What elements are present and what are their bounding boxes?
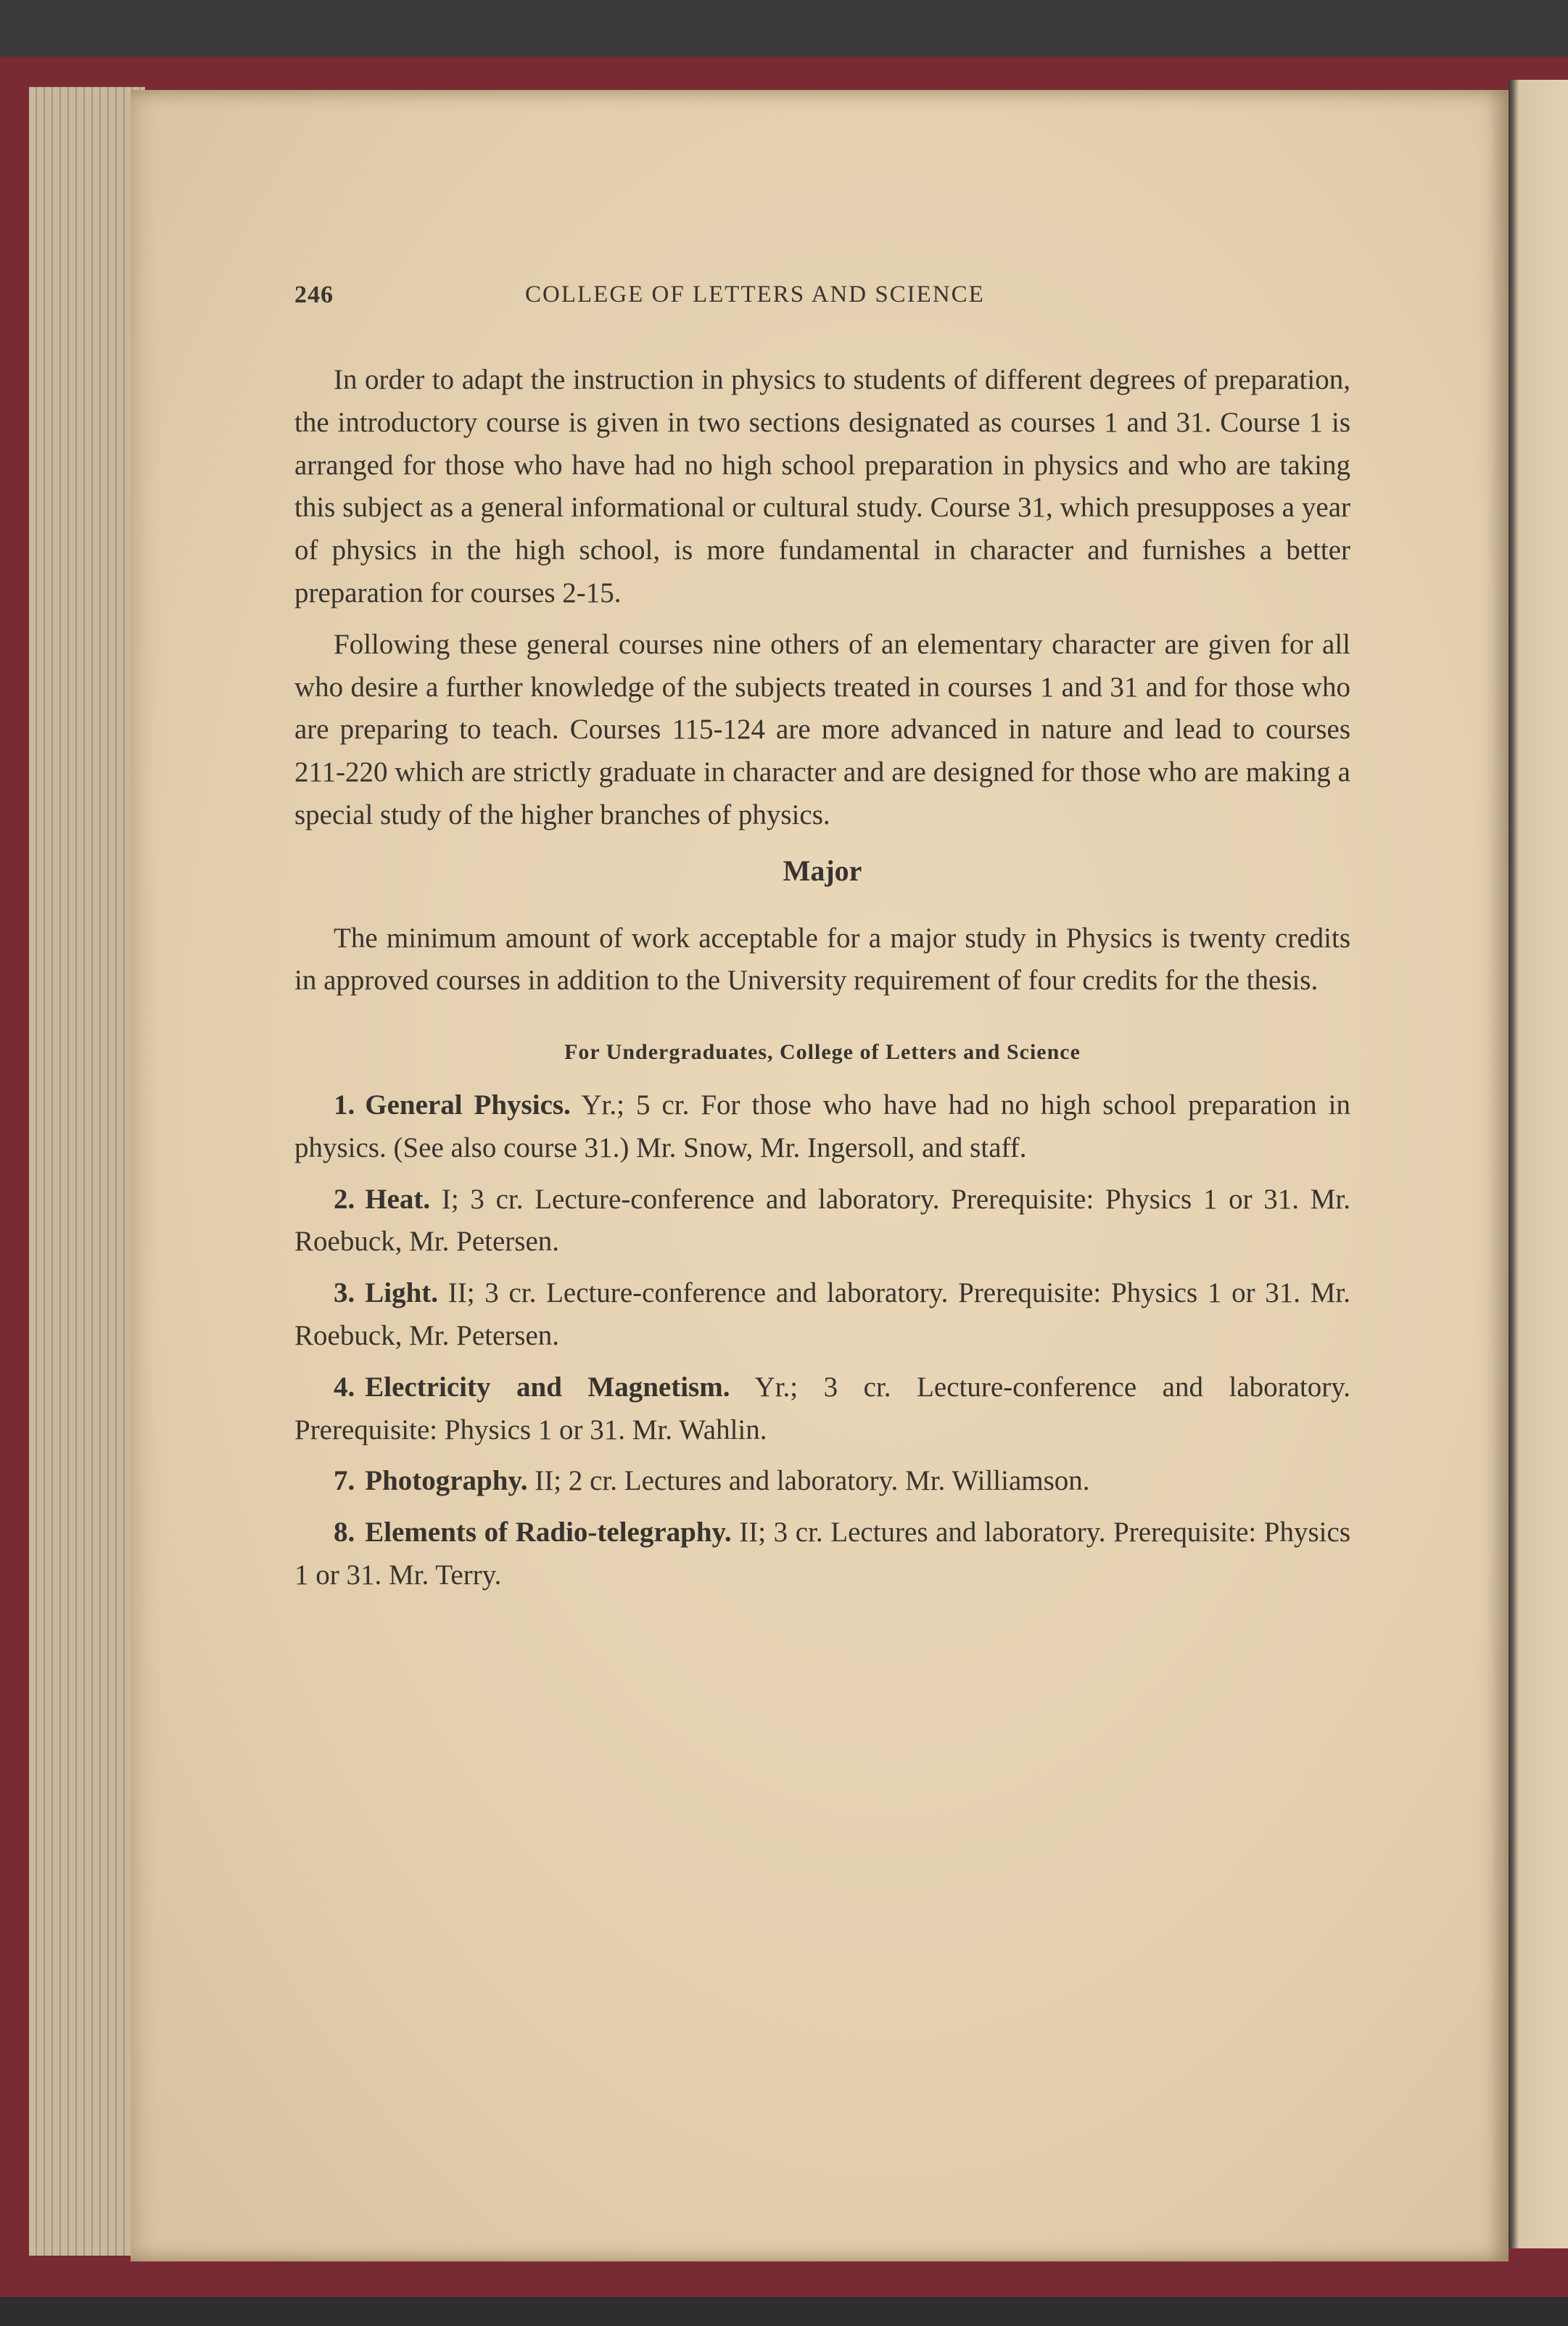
course-description: II; 3 cr. Lecture-conference and laboratory. Prerequisite: Physics 1 or 31. Mr. Roebuck, Mr. Petersen. <box>294 1277 1351 1351</box>
intro-paragraph: In order to adapt the instruction in physics to students of different degrees of preparation, the introductory course is given in two sections designated as courses 1 and 31. Course 1 is arranged for those who have had no high school preparation in physics and who are taking this subject as a general informational or cultural study. Course 31, which presupposes a year of physics in the high school, is more fundamental in character and furnishes a better preparation for courses 2-15. <box>294 364 1350 609</box>
major-heading: Major <box>783 854 862 887</box>
course-number: 4. <box>334 1371 355 1403</box>
course-entry-1 <box>294 1084 1350 1170</box>
course-entry-7 <box>294 1460 1350 1503</box>
course-description: II; 2 cr. Lectures and laboratory. Mr. Williamson. <box>535 1465 1090 1497</box>
course-description: Yr.; 3 cr. Lecture-conference and laboratory. Prerequisite: Physics 1 or 31. Mr. Wahlin. <box>294 1371 1350 1445</box>
course-number: 7. <box>334 1465 355 1497</box>
running-head <box>294 281 1121 318</box>
course-entry-2 <box>294 1179 1350 1264</box>
course-entry-8 <box>294 1512 1350 1597</box>
course-entry-3 <box>294 1272 1350 1358</box>
course-title: Photography. <box>365 1465 528 1497</box>
course-title: Elements of Radio-telegraphy. <box>365 1517 732 1548</box>
course-title: General Physics. <box>365 1089 571 1121</box>
page-number: 246 <box>294 281 334 308</box>
courses-paragraph: Following these general courses nine others of an elementary character are given for all who desire a further knowledge of the subjects treated in courses 1 and 31 and for those who are preparing to teach. Courses 115-124 are more advanced in nature and lead to courses 211-220 which are strictly graduate in character and are designed for those who are making a special study of the higher branches of physics. <box>294 628 1350 830</box>
running-title: COLLEGE OF LETTERS AND SCIENCE <box>525 281 985 308</box>
course-entry-4 <box>294 1366 1350 1452</box>
course-number: 2. <box>334 1183 355 1215</box>
course-number: 8. <box>334 1517 355 1548</box>
undergraduates-heading: For Undergraduates, College of Letters and Science <box>564 1040 1081 1065</box>
major-paragraph: The minimum amount of work acceptable for a major study in Physics is twenty credits in approved courses in addition to the University requirement of four credits for the thesis. <box>294 922 1350 997</box>
course-description: II; 3 cr. Lectures and laboratory. Prerequisite: Physics 1 or 31. Mr. Terry. <box>294 1517 1350 1591</box>
course-description: I; 3 cr. Lecture-conference and laboratory. Prerequisite: Physics 1 or 31. Mr. Roebuck, Mr. Petersen. <box>294 1183 1351 1258</box>
course-title: Electricity and Magnetism. <box>365 1371 730 1403</box>
page-body <box>294 359 1350 1606</box>
course-title: Light. <box>365 1277 439 1309</box>
course-number: 1. <box>334 1089 355 1121</box>
course-number: 3. <box>334 1277 355 1309</box>
page-edges <box>29 87 145 2256</box>
facing-page-edge <box>1509 80 1568 2248</box>
course-title: Heat. <box>365 1183 431 1215</box>
course-description: Yr.; 5 cr. For those who have had no high school preparation in physics. (See also course 31.) Mr. Snow, Mr. Ingersoll, and staff. <box>294 1089 1350 1163</box>
